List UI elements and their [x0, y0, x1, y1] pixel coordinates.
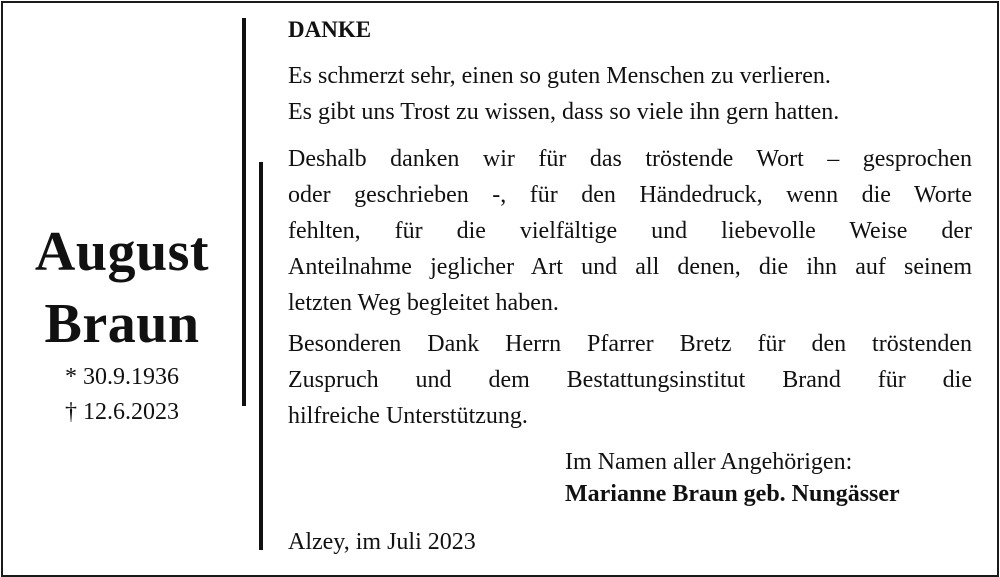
death-date: † 12.6.2023: [65, 399, 179, 425]
text-line: fehlten, für die vielfältige und liebevolle Weise der: [288, 218, 972, 244]
text-line: hilfreiche Unterstützung.: [288, 403, 528, 429]
signature-intro: Im Namen aller Angehörigen:: [565, 449, 853, 475]
text-line: Deshalb danken wir für das tröstende Wort – gesprochen: [288, 146, 972, 172]
paragraph-special-thanks: [288, 326, 972, 434]
text-line: Es schmerzt sehr, einen so guten Menschen zu verlieren.: [288, 63, 831, 89]
thanks-heading: DANKE: [288, 17, 372, 42]
paragraph-intro: [288, 58, 972, 130]
divider-line-left: [242, 18, 246, 406]
deceased-last-name: Braun: [44, 293, 200, 355]
deceased-first-name: August: [34, 221, 210, 283]
divider-line-right: [259, 162, 263, 550]
paragraph-thanks: [288, 141, 972, 321]
text-line: Besonderen Dank Herrn Pfarrer Bretz für den tröstenden: [288, 331, 972, 357]
text-line: Anteilnahme jeglicher Art und all denen, die ihn auf seinem: [288, 254, 972, 280]
text-line: Es gibt uns Trost zu wissen, dass so viele ihn gern hatten.: [288, 99, 840, 125]
text-line: oder geschrieben -, für den Händedruck, wenn die Worte: [288, 182, 972, 208]
text-line: Zuspruch und dem Bestattungsinstitut Brand für die: [288, 367, 972, 393]
text-line: letzten Weg begleitet haben.: [288, 290, 559, 316]
place-and-date: Alzey, im Juli 2023: [288, 529, 476, 555]
birth-date: * 30.9.1936: [65, 364, 179, 390]
signature-name: Marianne Braun geb. Nungässer: [565, 481, 900, 507]
